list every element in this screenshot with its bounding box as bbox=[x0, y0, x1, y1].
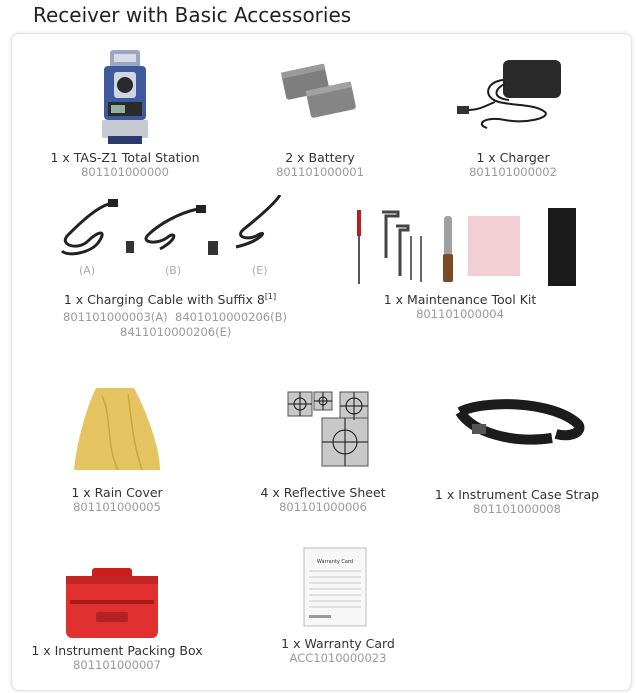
item-label: 4 x Reflective Sheet bbox=[260, 485, 386, 500]
warranty-card-image bbox=[303, 547, 369, 629]
item-label: 1 x Rain Cover bbox=[71, 485, 163, 500]
item-label: 1 x Instrument Case Strap bbox=[434, 487, 600, 502]
rain-cover-image bbox=[72, 386, 162, 472]
item-label: 1 x TAS-Z1 Total Station bbox=[50, 150, 200, 165]
item-warranty-card bbox=[238, 636, 438, 665]
item-code-a: 801101000003(A) bbox=[63, 310, 168, 324]
item-code: 801101000004 bbox=[416, 307, 504, 321]
item-case-strap bbox=[417, 487, 617, 516]
item-code: 801101000008 bbox=[473, 502, 561, 516]
item-label: 1 x Charger bbox=[476, 150, 550, 165]
reflective-sheet-image bbox=[286, 390, 371, 468]
item-code: 801101000002 bbox=[469, 165, 557, 179]
item-code: 801101000001 bbox=[276, 165, 364, 179]
item-charging-cable bbox=[50, 292, 290, 307]
item-tool-kit bbox=[345, 292, 575, 321]
item-code: ACC1010000023 bbox=[289, 651, 387, 665]
item-label: 1 x Maintenance Tool Kit bbox=[383, 292, 537, 307]
item-charger bbox=[413, 150, 613, 179]
case-strap-image bbox=[452, 398, 587, 458]
variant-label: (B) bbox=[165, 264, 182, 277]
item-code-b: 8401010000206(B) bbox=[175, 310, 287, 324]
item-reflective-sheet bbox=[223, 485, 423, 514]
item-label: 2 x Battery bbox=[285, 150, 355, 165]
item-code: 801101000000 bbox=[81, 165, 169, 179]
battery-image bbox=[280, 60, 360, 120]
tool-kit-image bbox=[352, 206, 582, 288]
item-label: 1 x Charging Cable with Suffix 8[1] bbox=[63, 292, 277, 308]
item-label: 1 x Warranty Card bbox=[281, 636, 395, 651]
warranty-card-title: Warranty Card bbox=[316, 559, 354, 565]
item-code: 801101000005 bbox=[73, 500, 161, 514]
item-packing-box bbox=[17, 643, 217, 672]
total-station-image bbox=[100, 48, 150, 148]
item-battery bbox=[220, 150, 420, 179]
item-rain-cover bbox=[17, 485, 217, 514]
item-code-e: 8411010000206(E) bbox=[120, 325, 232, 339]
charging-cables-image bbox=[48, 195, 288, 270]
variant-label: (E) bbox=[252, 264, 268, 277]
page-title: Receiver with Basic Accessories bbox=[33, 3, 352, 27]
packing-box-image bbox=[62, 566, 162, 640]
item-code: 801101000007 bbox=[73, 658, 161, 672]
item-total-station bbox=[25, 150, 225, 179]
item-code: 801101000006 bbox=[279, 500, 367, 514]
item-label: 1 x Instrument Packing Box bbox=[31, 643, 203, 658]
variant-label: (A) bbox=[79, 264, 96, 277]
charger-image bbox=[455, 58, 565, 133]
